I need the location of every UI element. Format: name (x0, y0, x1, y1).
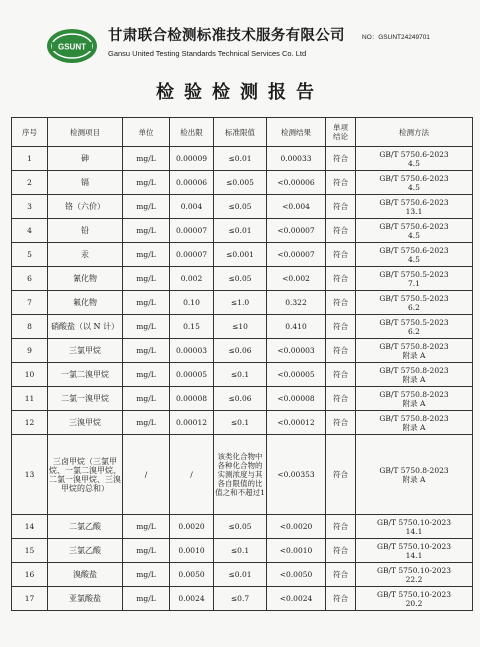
company-name-cn: 甘肃联合检测标准技术服务有限公司 (108, 27, 345, 44)
report-number: NO：GSUNT24249701 (362, 34, 430, 41)
cell-item: 硝酸盐（以 N 计） (48, 315, 123, 339)
cell-item: 氟化物 (48, 291, 123, 315)
cell-standard-limit: ≤0.7 (214, 587, 267, 611)
cell-detection-limit: 0.10 (170, 291, 214, 315)
cell-unit: mg/L (123, 315, 170, 339)
cell-item: 一氯二溴甲烷 (48, 363, 123, 387)
cell-detection-limit: 0.00007 (170, 219, 214, 243)
column-header-detection-limit: 检出限 (170, 118, 214, 147)
test-results-table (11, 117, 473, 611)
cell-unit: mg/L (123, 587, 170, 611)
cell-detection-limit: 0.00007 (170, 243, 214, 267)
cell-result: <0.0024 (267, 587, 326, 611)
column-header-result: 检测结果 (267, 118, 326, 147)
cell-detection-limit: 0.0010 (170, 539, 214, 563)
cell-detection-limit: 0.0024 (170, 587, 214, 611)
cell-standard-limit: ≤0.01 (214, 563, 267, 587)
cell-detection-limit: 0.15 (170, 315, 214, 339)
table-row (12, 315, 473, 339)
cell-result: <0.00353 (267, 435, 326, 515)
cell-unit: mg/L (123, 339, 170, 363)
table-header-row (12, 118, 473, 147)
cell-unit: mg/L (123, 267, 170, 291)
cell-method: GB/T 5750.10-2023 22.2 (356, 563, 473, 587)
cell-unit: mg/L (123, 515, 170, 539)
cell-standard-limit: ≤0.01 (214, 147, 267, 171)
cell-method: GB/T 5750.6-2023 4.5 (356, 243, 473, 267)
cell-item: 氰化物 (48, 267, 123, 291)
table-row (12, 219, 473, 243)
cell-result: <0.0050 (267, 563, 326, 587)
cell-unit: mg/L (123, 539, 170, 563)
table-row (12, 515, 473, 539)
cell-method: GB/T 5750.10-2023 14.1 (356, 539, 473, 563)
cell-item: 三氯乙酸 (48, 539, 123, 563)
cell-conclusion: 符合 (326, 411, 356, 435)
cell-result: <0.0020 (267, 515, 326, 539)
cell-seq: 1 (12, 147, 48, 171)
cell-seq: 12 (12, 411, 48, 435)
cell-detection-limit: 0.0020 (170, 515, 214, 539)
cell-standard-limit: ≤0.1 (214, 363, 267, 387)
cell-seq: 4 (12, 219, 48, 243)
cell-seq: 13 (12, 435, 48, 515)
cell-method: GB/T 5750.5-2023 6.2 (356, 291, 473, 315)
table-row (12, 147, 473, 171)
cell-item: 铬（六价） (48, 195, 123, 219)
cell-result: <0.004 (267, 195, 326, 219)
cell-method: GB/T 5750.6-2023 4.5 (356, 171, 473, 195)
cell-standard-limit: ≤0.06 (214, 339, 267, 363)
cell-result: <0.00003 (267, 339, 326, 363)
cell-detection-limit: 0.004 (170, 195, 214, 219)
cell-standard-limit: ≤1.0 (214, 291, 267, 315)
cell-standard-limit: ≤0.05 (214, 267, 267, 291)
cell-detection-limit: / (170, 435, 214, 515)
cell-item: 砷 (48, 147, 123, 171)
cell-item: 三氯甲烷 (48, 339, 123, 363)
cell-result: 0.00033 (267, 147, 326, 171)
cell-conclusion: 符合 (326, 267, 356, 291)
cell-item: 二氯一溴甲烷 (48, 387, 123, 411)
cell-standard-limit: ≤0.005 (214, 171, 267, 195)
cell-unit: mg/L (123, 563, 170, 587)
table-row (12, 435, 473, 515)
cell-method: GB/T 5750.10-2023 20.2 (356, 587, 473, 611)
cell-seq: 8 (12, 315, 48, 339)
table-row (12, 411, 473, 435)
cell-detection-limit: 0.00008 (170, 387, 214, 411)
cell-method: GB/T 5750.8-2023 附录 A (356, 411, 473, 435)
cell-seq: 2 (12, 171, 48, 195)
table-row (12, 171, 473, 195)
table-row (12, 387, 473, 411)
cell-detection-limit: 0.00003 (170, 339, 214, 363)
cell-conclusion: 符合 (326, 147, 356, 171)
cell-conclusion: 符合 (326, 339, 356, 363)
cell-unit: mg/L (123, 411, 170, 435)
cell-unit: / (123, 435, 170, 515)
cell-conclusion: 符合 (326, 219, 356, 243)
table-row (12, 587, 473, 611)
table-row (12, 195, 473, 219)
cell-conclusion: 符合 (326, 363, 356, 387)
cell-detection-limit: 0.002 (170, 267, 214, 291)
cell-method: GB/T 5750.5-2023 6.2 (356, 315, 473, 339)
cell-result: <0.0010 (267, 539, 326, 563)
cell-unit: mg/L (123, 363, 170, 387)
cell-conclusion: 符合 (326, 171, 356, 195)
cell-unit: mg/L (123, 171, 170, 195)
cell-standard-limit: ≤0.1 (214, 539, 267, 563)
cell-seq: 11 (12, 387, 48, 411)
cell-seq: 15 (12, 539, 48, 563)
cell-unit: mg/L (123, 195, 170, 219)
cell-detection-limit: 0.00009 (170, 147, 214, 171)
column-header-conclusion: 单项 结论 (326, 118, 356, 147)
table-row (12, 243, 473, 267)
cell-item: 溴酸盐 (48, 563, 123, 587)
column-header-item: 检测项目 (48, 118, 123, 147)
cell-item: 三卤甲烷（三氯甲烷、一氯二溴甲烷、二氯一溴甲烷、三溴甲烷的总和） (48, 435, 123, 515)
cell-conclusion: 符合 (326, 387, 356, 411)
cell-conclusion: 符合 (326, 291, 356, 315)
cell-item: 镉 (48, 171, 123, 195)
cell-seq: 6 (12, 267, 48, 291)
cell-item: 二氯乙酸 (48, 515, 123, 539)
cell-result: <0.002 (267, 267, 326, 291)
table-row (12, 363, 473, 387)
cell-seq: 17 (12, 587, 48, 611)
cell-method: GB/T 5750.8-2023 附录 A (356, 387, 473, 411)
table-row (12, 291, 473, 315)
cell-detection-limit: 0.0050 (170, 563, 214, 587)
cell-result: <0.00007 (267, 219, 326, 243)
cell-unit: mg/L (123, 291, 170, 315)
cell-standard-limit: ≤0.06 (214, 387, 267, 411)
cell-seq: 16 (12, 563, 48, 587)
cell-method: GB/T 5750.6-2023 4.5 (356, 219, 473, 243)
cell-method: GB/T 5750.5-2023 7.1 (356, 267, 473, 291)
cell-standard-limit: 该类化合物中各种化合物的实测浓度与其各自限值的比值之和不超过1 (214, 435, 267, 515)
cell-conclusion: 符合 (326, 435, 356, 515)
cell-seq: 3 (12, 195, 48, 219)
cell-conclusion: 符合 (326, 563, 356, 587)
cell-method: GB/T 5750.6-2023 13.1 (356, 195, 473, 219)
cell-detection-limit: 0.00006 (170, 171, 214, 195)
cell-standard-limit: ≤0.05 (214, 515, 267, 539)
cell-standard-limit: ≤0.001 (214, 243, 267, 267)
cell-result: <0.00007 (267, 243, 326, 267)
cell-detection-limit: 0.00012 (170, 411, 214, 435)
cell-result: <0.00005 (267, 363, 326, 387)
cell-detection-limit: 0.00005 (170, 363, 214, 387)
table-row (12, 339, 473, 363)
company-logo (46, 28, 98, 64)
cell-result: <0.00006 (267, 171, 326, 195)
company-name-en: Gansu United Testing Standards Technical Services Co. Ltd (108, 49, 307, 58)
cell-unit: mg/L (123, 387, 170, 411)
column-header-standard-limit: 标准限值 (214, 118, 267, 147)
column-header-unit: 单位 (123, 118, 170, 147)
cell-standard-limit: ≤0.05 (214, 195, 267, 219)
cell-result: 0.322 (267, 291, 326, 315)
cell-conclusion: 符合 (326, 539, 356, 563)
cell-conclusion: 符合 (326, 315, 356, 339)
report-header (0, 0, 480, 80)
cell-item: 三溴甲烷 (48, 411, 123, 435)
cell-unit: mg/L (123, 243, 170, 267)
cell-unit: mg/L (123, 147, 170, 171)
cell-item: 汞 (48, 243, 123, 267)
cell-conclusion: 符合 (326, 515, 356, 539)
cell-unit: mg/L (123, 219, 170, 243)
cell-method: GB/T 5750.8-2023 附录 A (356, 435, 473, 515)
cell-method: GB/T 5750.10-2023 14.1 (356, 515, 473, 539)
cell-conclusion: 符合 (326, 243, 356, 267)
table-row (12, 563, 473, 587)
cell-seq: 5 (12, 243, 48, 267)
table-row (12, 539, 473, 563)
report-title: 检验检测报告 (156, 82, 324, 103)
cell-seq: 14 (12, 515, 48, 539)
cell-conclusion: 符合 (326, 587, 356, 611)
svg-text:GSUNT: GSUNT (58, 42, 86, 52)
cell-seq: 10 (12, 363, 48, 387)
cell-method: GB/T 5750.8-2023 附录 A (356, 339, 473, 363)
cell-standard-limit: ≤10 (214, 315, 267, 339)
cell-standard-limit: ≤0.01 (214, 219, 267, 243)
cell-item: 铅 (48, 219, 123, 243)
cell-result: 0.410 (267, 315, 326, 339)
cell-result: <0.00008 (267, 387, 326, 411)
cell-method: GB/T 5750.8-2023 附录 A (356, 363, 473, 387)
cell-method: GB/T 5750.6-2023 4.5 (356, 147, 473, 171)
cell-result: <0.00012 (267, 411, 326, 435)
cell-conclusion: 符合 (326, 195, 356, 219)
table-row (12, 267, 473, 291)
column-header-method: 检测方法 (356, 118, 473, 147)
column-header-seq: 序号 (12, 118, 48, 147)
cell-item: 亚氯酸盐 (48, 587, 123, 611)
cell-seq: 9 (12, 339, 48, 363)
cell-seq: 7 (12, 291, 48, 315)
cell-standard-limit: ≤0.1 (214, 411, 267, 435)
